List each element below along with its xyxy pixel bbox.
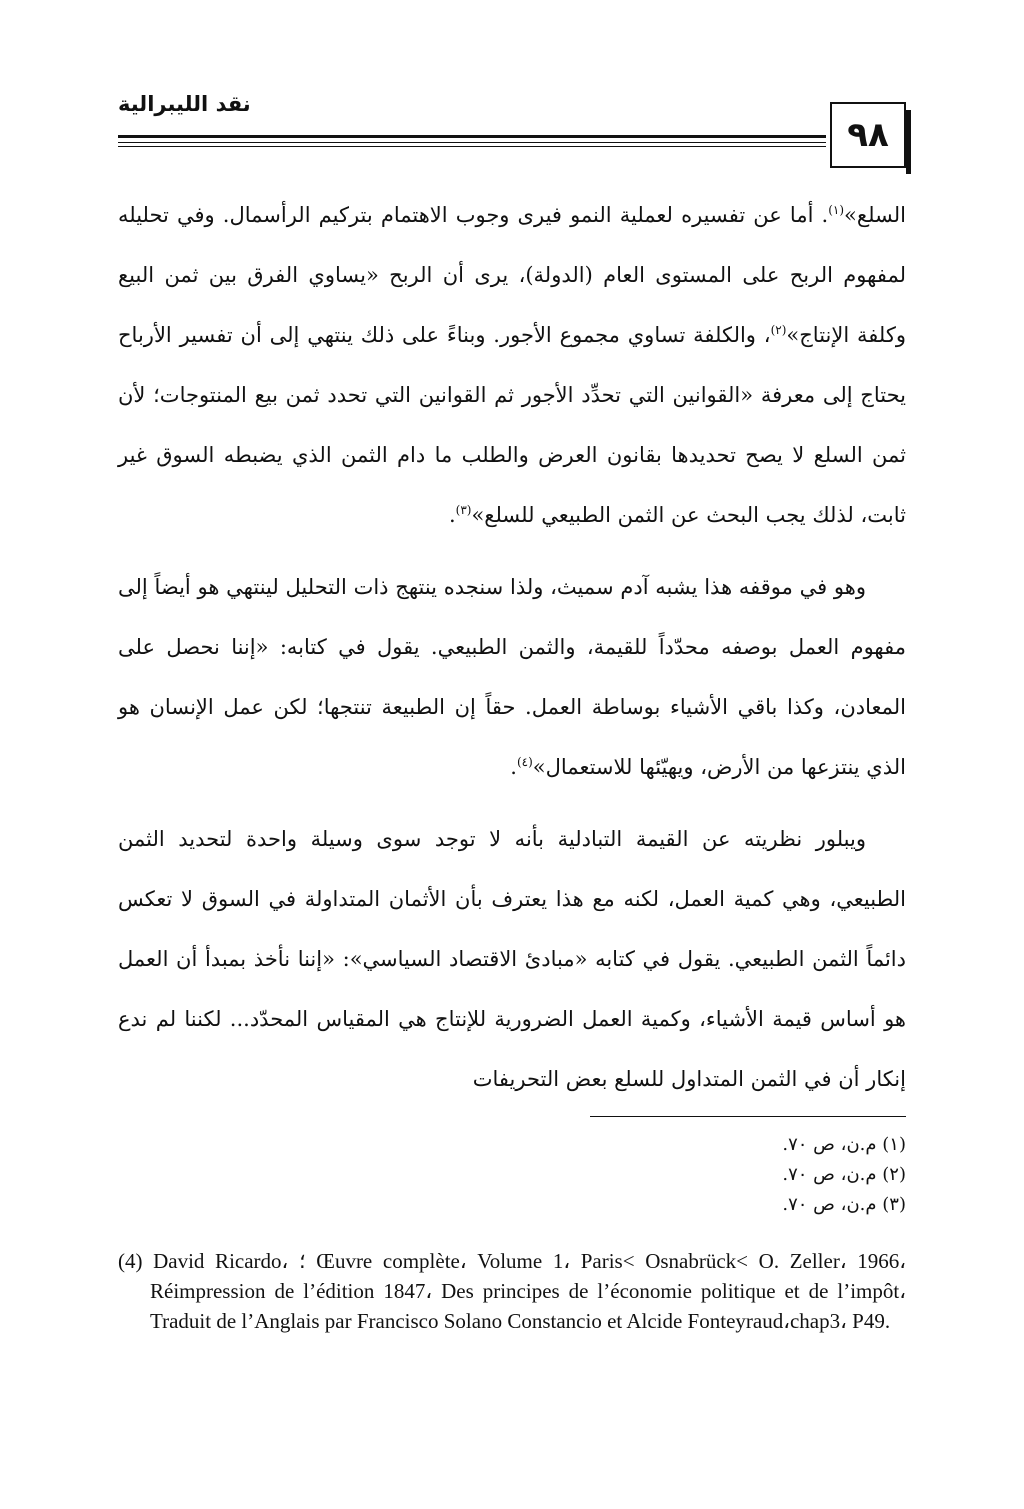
footnote-separator [590, 1116, 906, 1117]
paragraph-text: . أما عن تفسيره لعملية النمو فيرى وجوب الاهتمام بتركيم الرأسمال. وفي تحليله لمفهوم الربح على المستوى العام (الدولة)، يرى أن الربح «يساوي الفرق بين ثمن البيع وكلفة الإنتاج» [118, 203, 906, 347]
paragraph-text: ويبلور نظريته عن القيمة التبادلية بأنه لا توجد سوى وسيلة واحدة لتحديد الثمن الطبيعي، وهي كمية العمل، لكنه مع هذا يعترف بأن الأثمان المتداولة في السوق لا تعكس دائماً الثمن الطبيعي. يقول في كتابه «مبادئ الاقتصاد السياسي»: «إننا نأخذ بمبدأ أن العمل هو أساس قيمة الأشياء، وكمية العمل الضرورية للإنتاج هي المقياس المحدّد... لكننا لم ندع إنكار أن في الثمن المتداول للسلع بعض التحريفات [118, 827, 906, 1091]
page-number-box [830, 102, 906, 168]
paragraph-text: . [510, 755, 517, 779]
footnote-arabic: (١) م.ن، ص ٧٠. [782, 1134, 906, 1155]
footnote-4: (4) David Ricardo، ؛ Œuvre complète، Volume 1، Paris< Osnabrück< O. Zeller، 1966، Réimpression de l’édition 1847، Des principes de l’économie politique et de l’impôt، Traduit de l’Anglais par Francisco Solano Constancio et Alcide Fonteyraud،chap3، P49. [118, 1249, 907, 1333]
footnote-arabic: (٣) م.ن، ص ٧٠. [782, 1194, 906, 1215]
body-paragraph [118, 809, 906, 1109]
footnote-reference: (٤) [516, 755, 533, 769]
footnote-reference: (٢) [770, 323, 787, 337]
footnote-reference: (١) [828, 203, 845, 217]
page-number: ٩٨ [847, 115, 889, 155]
paragraph-text: ، والكلفة تساوي مجموع الأجور. وبناءً على ذلك ينتهي إلى أن تفسير الأرباح يحتاج إلى معرفة «القوانين التي تحدِّد الأجور ثم القوانين التي تحدد ثمن بيع المنتوجات؛ لأن ثمن السلع لا يصح تحديدها بقانون العرض والطلب ما دام الثمن الذي يضبطه السوق غير ثابت، لذلك يجب البحث عن الثمن الطبيعي للسلع» [118, 323, 906, 527]
footnote-reference: (٣) [455, 503, 472, 517]
header-rule-thin [118, 142, 826, 143]
paragraph-text: السلع» [844, 203, 906, 227]
paragraph-text: . [448, 503, 456, 527]
page-header [118, 92, 906, 182]
footnotes-arabic [600, 1130, 906, 1220]
body-paragraph [118, 557, 906, 797]
header-rule-thick [118, 135, 826, 138]
body-paragraph [118, 185, 906, 545]
running-title: نقد الليبرالية [118, 92, 251, 116]
header-rule-thin-2 [118, 146, 826, 147]
body-text [118, 185, 906, 1109]
footnote-arabic: (٢) م.ن، ص ٧٠. [782, 1164, 906, 1185]
paragraph-text: وهو في موقفه هذا يشبه آدم سميث، ولذا سنجده ينتهج ذات التحليل لينتهي هو أيضاً إلى مفهوم العمل بوصفه محدّداً للقيمة، والثمن الطبيعي. يقول في كتابه: «إننا نحصل على المعادن، وكذا باقي الأشياء بوساطة العمل. حقاً إن الطبيعة تنتجها؛ لكن عمل الإنسان هو الذي ينتزعها من الأرض، ويهيّئها للاستعمال» [118, 575, 906, 779]
